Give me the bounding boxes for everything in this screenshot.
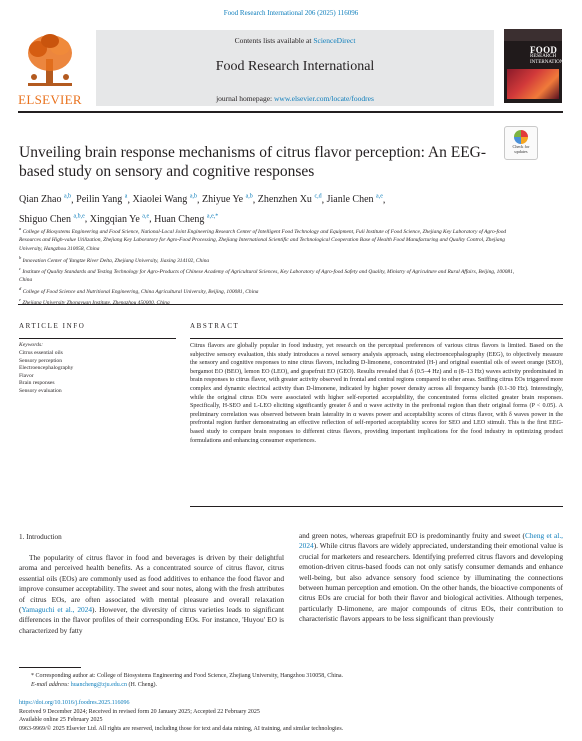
affiliation: $^d$ College of Food Science and Nutritional Engineering, China Agricultural University, Beijing, 100081, China: [19, 285, 259, 295]
check-for-updates-button[interactable]: [504, 126, 538, 160]
footnote-rule: [19, 667, 81, 668]
cover-research-text: RESEARCH INTERNATIONAL: [530, 54, 570, 65]
journal-title: Food Research International: [215, 59, 375, 74]
article-metadata: [19, 699, 564, 733]
author[interactable]: Xiaolei Wang $^{a,b}$: [132, 194, 197, 206]
doi-link[interactable]: https://doi.org/10.1016/j.foodres.2025.116096: [19, 700, 130, 706]
sciencedirect-link[interactable]: ScienceDirect: [313, 36, 356, 45]
paper-title: Unveiling brain response mechanisms of citrus flavor perception: An EEG-based study on sensory and cognitive responses: [19, 144, 487, 180]
affiliations: [19, 225, 519, 308]
keyword: Flavor: [19, 372, 34, 379]
cover-food-text: FOOD: [530, 45, 558, 55]
author[interactable]: Peilin Yang $^a$: [76, 194, 128, 206]
keywords-list: [19, 350, 73, 396]
corresponding-author-footnote: * Corresponding author at: College of Biosystems Engineering and Food Science, Zhejiang University, Hangzhou 310058, China. E-mail address: huancheng@zju.edu.cn (H. Cheng).: [31, 673, 344, 688]
elsevier-tree-icon: [24, 31, 76, 89]
elsevier-wordmark: ELSEVIER: [18, 92, 82, 107]
check-updates-icon: [514, 130, 528, 144]
homepage-prefix: journal homepage:: [216, 94, 274, 103]
abstract-heading: ABSTRACT: [190, 322, 240, 330]
author[interactable]: Jianle Chen $^{a,e}$: [326, 194, 383, 206]
received-dates: Received 9 December 2024; Received in revised form 20 January 2025; Accepted 22 February 2025: [19, 708, 260, 715]
author[interactable]: Zhiyue Ye $^{a,b}$: [201, 194, 253, 206]
article-info-rule: [19, 338, 176, 339]
keyword: Citrus essential oils: [19, 350, 63, 356]
author[interactable]: Zhenzhen Xu $^{c,d}$: [257, 194, 322, 206]
article-info-heading: ARTICLE INFO: [19, 322, 86, 330]
contents-line: [96, 36, 494, 45]
affiliation: $^a$ College of Biosystems Engineering and Food Science, National-Local Joint Engineering Research Center of Intelligent Food Technology and Equipment, Fuli Institute of Food Science, Zhejiang Key Laboratory of Agro-food Resources and High-value Utilization, Zhejiang Key Laboratory for Agro-Food Processing, Zhejiang International Scientific and Technological Cooperation Base of Health Food Manufacturing and Quality Control, Zhejiang University, Hangzhou 310058, China: [19, 226, 507, 252]
affiliation: $^c$ Institute of Quality Standards and Testing Technology for Agro-Products of Chinese Academy of Agricultural Sciences, Key Laboratory of Agro-food Safety and Quality, Ministry of Agriculture and Rural Affairs, Beijing, 100081, China: [19, 265, 515, 284]
body-column-right: [299, 531, 563, 625]
cover-top-band: [504, 29, 562, 41]
affiliation: e: [19, 297, 21, 303]
journal-citation-line[interactable]: Food Research International 206 (2025) 116096: [223, 9, 359, 17]
abstract-rule: [190, 338, 563, 339]
abstract-text: Citrus flavors are globally popular in food industry, yet research on the perceptual preferences of various citrus flavors is limited. Based on the subjective sensory evaluation, this study introduces a novel sensory analysis approach, using electroencephalography (EEG), to objectively measure the sensory and cognitive responses to nine citrus flavors, including D-limonene, concentrated (H-) and original essential oils of sweet orange (SEO), bergamot EO (BEO), lemon EO (LEO), and grapefruit EO (GEO). Results revealed that δ (0.5–4 Hz) and α (8–13 Hz) waves activity predominated in brain responses to citrus flavor, with greater activity observed in frontal and central regions compared to other areas. Sniffing citrus EOs triggered more complex and dynamic electrical activity than D-limonene, indicated by higher power density across all frequency bands (0.1-30 Hz). Interestingly, while the original citrus EOs were associated with higher self-reported acceptability, the concentrated forms elicited greater brain responses. Specifically, H-SEO and L-LEO eliciting significantly greater δ and α wave activity in the prefrontal region than their original forms (P < 0.05). A preliminary correlation was observed between brain laterality in α waves power and acceptability scores of citrus flavor, with δ waves power in the prefrontal region further demonstrating an effective reflection of self-reported acceptability scores for SEO and LEO stimuli. This is the first EEG-based study to compare brain responses to different citrus flavors, providing important implications for the food industry in optimizing product formulations and enhancing consumer experiences.: [190, 343, 563, 444]
paragraph: The popularity of citrus flavor in food and beverages is driven by their delightful aroma and perceived health benefits. As a concentrated source of citrus flavor, citrus essential oils (EOs) are commonly used as food additives to enhance the food flavor and improve consumer acceptability. The sweet and sour notes, along with the fresh attributes of citrus EOs, are often associated with mental pleasure and overall relaxation (Yamaguchi et al., 2024). However, the diversity of citrus varieties leads to significant differences in the flavor profiles of their corresponding EOs. For instance, 'Huyou' EO is characterized by fatty: [19, 553, 284, 635]
author[interactable]: Huan Cheng $^{a,e,*}$: [154, 213, 219, 225]
keywords-label: Keywords:: [19, 342, 44, 348]
author[interactable]: Shiguo Chen $^{a,b,e}$: [19, 213, 85, 225]
paragraph: and green notes, whereas grapefruit EO is predominantly fruity and sweet (Cheng et al., 2024). While citrus flavors are widely appreciated, understanding their emotional value is crucial for marketers and researchers. Identifying preferred citrus flavors and developing emotion-driven citrus-based foods can not only satisfy consumer demands and enhance well-being, but also advance sensory food science by illuminating the connections between human perception and emotion. On the other hands, the bioactive components of citrus EOs are crucial for both their flavor and biological activities. Although terpenes, particularly D-limonene, are major compounds of citrus EOs, their contribution to characteristic flavors appears to be less significant than previously: [299, 531, 563, 624]
keyword: Sensory perception: [19, 357, 63, 364]
homepage-line: [96, 94, 494, 103]
introduction-heading: 1. Introduction: [19, 533, 62, 541]
keyword: Electroencephalography: [19, 365, 74, 372]
email-link[interactable]: huancheng@zju.edu.cn: [70, 682, 127, 688]
citation-link[interactable]: Yamaguchi et al., 2024: [21, 605, 93, 615]
author[interactable]: Qian Zhao $^{a,b}$: [19, 194, 72, 206]
affiliation: $^b$ Innovation Center of Yangtze River Delta, Zhejiang University, Jiaxing 314102, China: [19, 254, 210, 264]
contents-prefix: Contents lists available at: [234, 36, 314, 45]
keyword: Brain responses: [19, 380, 55, 387]
check-updates-label: Check for updates: [512, 144, 530, 154]
journal-cover-image[interactable]: [504, 29, 570, 103]
available-online: Available online 25 February 2025: [19, 717, 103, 723]
header-divider: [18, 111, 563, 113]
abstract-bottom-rule: [190, 506, 563, 507]
affiliation-divider: [18, 304, 563, 305]
body-column-left: [19, 553, 284, 636]
author-list: Qian Zhao $^{a,b}$, Peilin Yang $^a$, Xiaolei Wang $^{a,b}$, Zhiyue Ye $^{a,b}$, Zhenzhen Xu $^{c,d}$, Jianle Chen $^{a,e}$, Shiguo Chen $^{a,b,e}$, Xingqian Ye $^{a,e}$, Huan Cheng $^{a,e,*}$: [19, 194, 386, 225]
homepage-link[interactable]: www.elsevier.com/locate/foodres: [274, 94, 374, 103]
citation-link[interactable]: Cheng et al., 2024: [299, 531, 563, 551]
keyword: Sensory evaluation: [19, 387, 62, 394]
copyright: 0963-9969/© 2025 Elsevier Ltd. All rights are reserved, including those for text and data mining, AI training, and similar technologies.: [19, 725, 344, 732]
author[interactable]: Xingqian Ye $^{a,e}$: [89, 213, 150, 225]
cover-artwork: [507, 69, 559, 99]
